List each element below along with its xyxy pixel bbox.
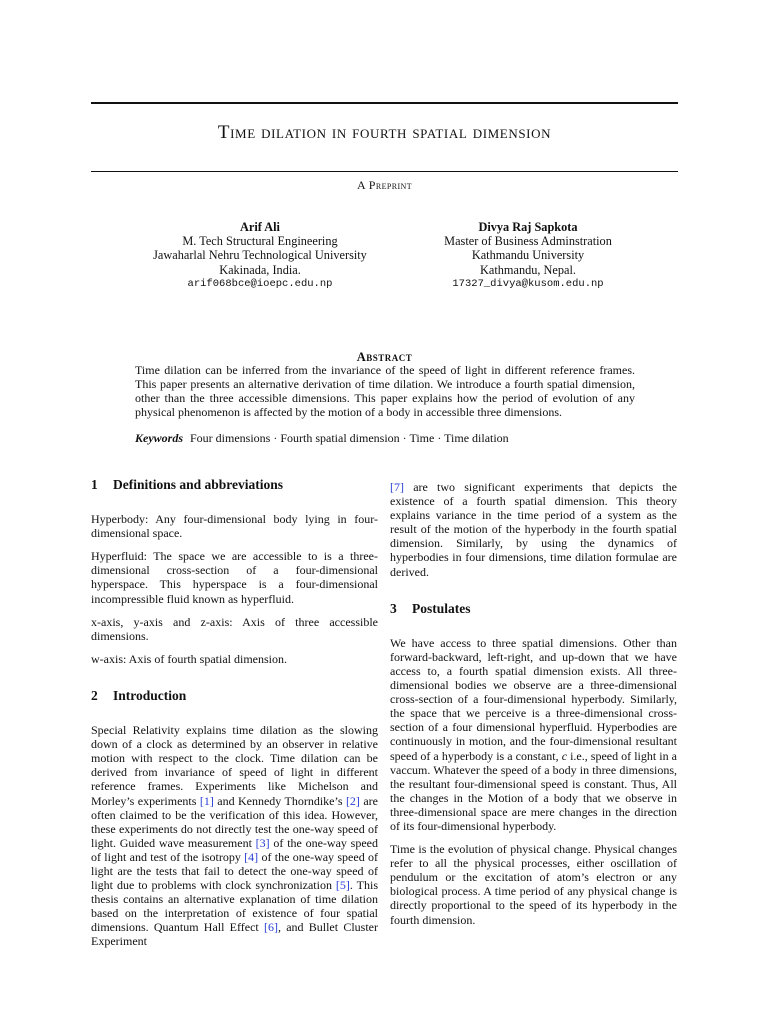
- text-run: , and Bullet Cluster Experiment: [91, 920, 378, 949]
- text-run: i.e., speed of light in a vaccum. Whatever the speed of a body in three dimensions, the resultant four-dimensional speed is constant. Thus, All the changes in the Motion of a body that we observe in three-dimensional space are mere changes in the direction of its four-dimensional hyperbody.: [390, 748, 677, 833]
- section-heading-introduction: [91, 689, 378, 703]
- abstract-text: Time dilation can be inferred from the invariance of the speed of light in different reference frames. This paper presents an alternative derivation of time dilation. We introduce a fourth spatial dimension, other than the three accessible dimensions. This paper explains how the period of evolution of any physical phenomenon is affected by the motion of a body in accessible three dimensions.: [135, 363, 635, 419]
- citation-link[interactable]: [1]: [199, 793, 214, 808]
- author-affiliation: M. Tech Structural Engineering: [182, 234, 338, 249]
- author-institution: Jawaharlal Nehru Technological University: [153, 248, 367, 263]
- section-number: 2: [91, 687, 98, 703]
- section-spacer: [91, 675, 378, 689]
- citation-link[interactable]: [4]: [244, 849, 259, 864]
- text-run: Special Relativity explains time dilation as the slowing down of a clock as determined by an observer in relative motion with respect to the clock. Time dilation can be derived from invariance of speed of light in different reference frames. Experiments like Michelson and Morley’s experiments: [91, 723, 378, 808]
- postulates-paragraph-2: Time is the evolution of physical change. Physical changes refer to all the physical processes, either oscillation of pendulum or the excitation of atom’s electron or any biological process. A time period of any physical change is directly proportional to the speed of its hyperbody in the fourth dimension.: [390, 842, 677, 927]
- author-email[interactable]: 17327_divya@kusom.edu.np: [452, 277, 604, 290]
- author-block-2: [378, 220, 678, 291]
- right-column: [390, 480, 677, 936]
- definition-hyperbody: Hyperbody: Any four-dimensional body lying in four-dimensional space.: [91, 512, 378, 541]
- author-location: Kathmandu, Nepal.: [480, 262, 576, 277]
- math-symbol: c: [561, 748, 568, 763]
- text-run: are two significant experiments that depicts the existence of a fourth spatial dimension. This theory explains variance in the time period of a system as the result of the motion of the hyperbody in the fourth spatial dimension. Similarly, by using the dynamics of hyperbodies in four dimensions, time dilation formulae are derived.: [390, 480, 677, 579]
- definition-w-axis: w-axis: Axis of fourth spatial dimension.: [91, 651, 287, 666]
- section-number: 1: [91, 477, 98, 492]
- text-run: of the one-way speed of light are the tests that fail to detect the one-way speed of light due to problems with clock synchronization: [91, 849, 378, 893]
- section-heading-postulates: [390, 602, 677, 616]
- postulates-paragraph-1: [390, 636, 677, 833]
- author-affiliation: Master of Business Adminstration: [444, 234, 612, 249]
- introduction-paragraph-continued: [390, 480, 677, 579]
- author-institution: Kathmandu University: [471, 248, 585, 263]
- text-run: We have access to three spatial dimensions. Other than forward-backward, left-right, and up-down that we have access to, a fourth spatial dimension exists. All three-dimensional bodies we observe are a three-dimensional cross-section of a four-dimensional hyperbody. Similarly, the space that we perceive is a three-dimensional cross-section of a four dimensional hyperfluid. Hyperbodies are continuously in motion, and the four-dimensional resultant speed of a hyperbody is a constant,: [390, 635, 677, 763]
- citation-link[interactable]: [2]: [345, 793, 360, 808]
- author-email[interactable]: arif068bce@ioepc.edu.np: [187, 277, 333, 290]
- section-title: Definitions and abbreviations: [113, 477, 284, 492]
- text-run: . This thesis contains an alternative explanation of time dilation based on the interpretation of existence of four spatial dimensions. Quantum Hall Effect: [91, 878, 378, 935]
- section-spacer: [390, 588, 677, 602]
- author-name: Arif Ali: [240, 220, 280, 234]
- author-location: Kakinada, India.: [219, 262, 301, 277]
- text-run: of the one-way speed of light and test of the isotropy: [91, 835, 379, 864]
- keywords-list: Four dimensions · Fourth spatial dimension · Time · Time dilation: [190, 431, 509, 445]
- text-run: are often claimed to be the verification of this idea. However, these experiments do not directly test the one-way speed of light. Guided wave measurement: [91, 793, 379, 850]
- author-name: Divya Raj Sapkota: [478, 220, 578, 234]
- preprint-label: A Preprint: [356, 178, 412, 192]
- section-title: Postulates: [412, 600, 471, 616]
- section-number: 3: [390, 600, 397, 616]
- author-block-1: [110, 220, 410, 291]
- left-column: [91, 478, 378, 958]
- keywords-label: Keywords: [135, 431, 183, 445]
- introduction-paragraph: [91, 723, 378, 949]
- citation-link[interactable]: [6]: [263, 920, 278, 935]
- citation-link[interactable]: [7]: [390, 480, 404, 494]
- text-run: and Kennedy Thorndike’s: [213, 793, 346, 808]
- paper-title: Time dilation in fourth spatial dimension: [217, 122, 552, 143]
- definition-hyperfluid: Hyperfluid: The space we are accessible to is a three-dimensional cross-section of a four-dimensional hyperspace. This hyperspace is a four-dimensional incompressible fluid known as hyperfluid.: [91, 549, 378, 606]
- abstract-heading: Abstract: [356, 350, 413, 364]
- title-bottom-rule: [91, 171, 678, 172]
- section-title: Introduction: [113, 687, 187, 703]
- citation-link[interactable]: [5]: [335, 878, 350, 893]
- keywords-line: [135, 431, 635, 445]
- citation-link[interactable]: [3]: [255, 835, 270, 850]
- title-top-rule: [91, 102, 678, 104]
- definition-xyz-axis: x-axis, y-axis and z-axis: Axis of three accessible dimensions.: [91, 614, 378, 643]
- section-heading-definitions: [91, 478, 378, 492]
